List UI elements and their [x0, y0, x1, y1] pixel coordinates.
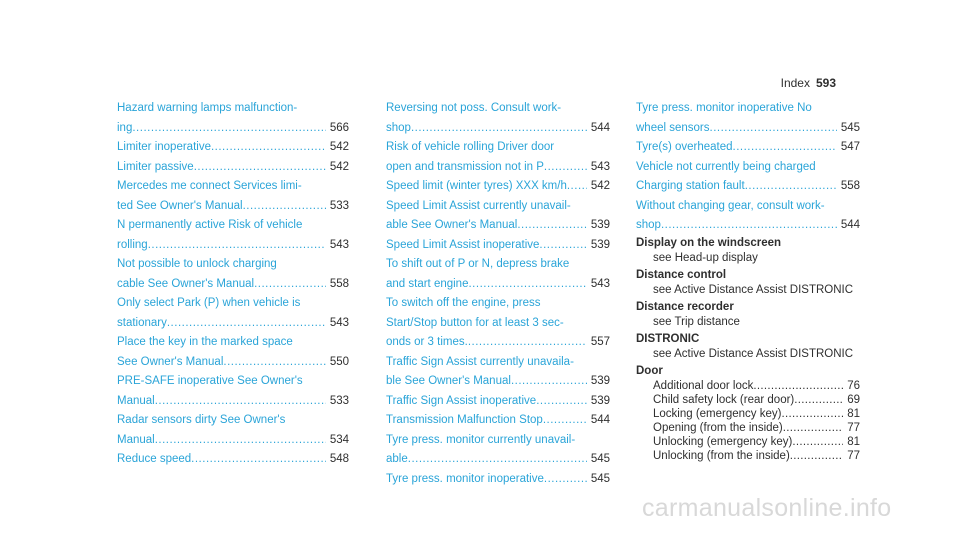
index-entry-line[interactable] — [386, 450, 610, 470]
index-entry-line[interactable] — [117, 177, 349, 197]
dot-leader — [223, 353, 325, 373]
entry-text: To switch off the engine, press — [386, 297, 541, 309]
entry-page-number[interactable]: 558 — [840, 180, 860, 192]
index-entry-line[interactable] — [386, 255, 610, 275]
entry-page-number[interactable]: 534 — [329, 433, 349, 446]
index-entry-line[interactable] — [636, 119, 860, 139]
entry-page-number[interactable]: 550 — [329, 355, 349, 368]
dot-leader — [167, 314, 326, 334]
entry-page-number[interactable]: 547 — [840, 141, 860, 153]
entry-text: Tyre(s) overheated — [636, 141, 733, 153]
entry-text: Reduce speed — [117, 453, 192, 465]
index-entry-line[interactable] — [636, 197, 860, 217]
entry-page-number[interactable]: 81 — [847, 435, 860, 448]
entry-text: Place the key in the marked space — [117, 336, 293, 348]
entry-page-number[interactable]: 558 — [329, 277, 349, 290]
entry-page-number[interactable]: 69 — [847, 393, 860, 406]
entry-page-number[interactable]: 81 — [847, 407, 860, 420]
entry-text: shop — [386, 121, 411, 134]
index-sub-entry[interactable] — [636, 449, 860, 463]
entry-page-number[interactable]: 544 — [590, 121, 610, 134]
entry-text: Child safety lock (rear door) — [653, 393, 795, 406]
dot-leader — [539, 236, 586, 256]
entry-page-number[interactable]: 533 — [329, 394, 349, 407]
entry-page-number[interactable]: 545 — [840, 121, 860, 134]
index-column-3 — [636, 99, 860, 463]
dot-leader — [194, 158, 326, 178]
entry-text: Manual — [117, 433, 155, 446]
index-entry-line[interactable] — [636, 177, 860, 197]
entry-text: See Owner's Manual — [117, 355, 224, 368]
index-entry-line[interactable] — [636, 99, 860, 119]
entry-text: To shift out of P or N, depress brake — [386, 258, 570, 270]
entry-text: Manual — [117, 394, 155, 407]
dot-leader — [408, 450, 587, 470]
index-heading[interactable]: DISTRONIC — [636, 332, 700, 345]
entry-text: shop — [636, 219, 661, 231]
dot-leader — [710, 119, 837, 139]
dot-leader — [191, 450, 326, 470]
index-sub-entry[interactable] — [636, 421, 860, 435]
index-see-reference[interactable]: see Active Distance Assist DISTRONIC — [653, 347, 854, 360]
page-header — [781, 76, 836, 90]
index-entry-line[interactable] — [636, 138, 860, 158]
entry-text: Speed Limit Assist inoperative — [386, 238, 540, 251]
entry-text: Traffic Sign Assist currently unavaila- — [386, 355, 574, 368]
page-number: 593 — [815, 76, 836, 90]
index-entry-line[interactable] — [117, 411, 349, 431]
entry-text: Unlocking (from the inside) — [653, 449, 790, 462]
entry-text: ing — [117, 121, 133, 134]
index-entry-line[interactable] — [386, 119, 610, 139]
entry-page-number[interactable]: 539 — [590, 375, 610, 387]
index-sub-entry[interactable] — [636, 435, 860, 449]
entry-page-number[interactable]: 533 — [329, 199, 349, 212]
entry-text: Tyre press. monitor inoperative — [386, 472, 544, 485]
dot-leader — [411, 119, 587, 139]
index-entry-line[interactable] — [117, 294, 349, 314]
dot-leader — [753, 379, 843, 393]
index-sub-entry[interactable] — [636, 393, 860, 407]
index-entry-line[interactable] — [117, 431, 349, 451]
index-entry-line[interactable] — [117, 333, 349, 353]
entry-text: Without changing gear, consult work- — [636, 199, 825, 212]
dot-leader — [781, 407, 843, 421]
dot-leader — [567, 177, 587, 197]
entry-page-number[interactable]: 539 — [590, 238, 610, 251]
dot-leader — [155, 431, 326, 451]
index-entry-line[interactable] — [117, 392, 349, 412]
index-entry-line[interactable] — [117, 197, 349, 217]
dot-leader — [468, 275, 586, 295]
entry-text: Locking (emergency key) — [653, 407, 782, 420]
entry-text: stationary — [117, 316, 167, 329]
index-entry-line[interactable] — [386, 431, 610, 451]
index-entry-line[interactable] — [636, 158, 860, 178]
index-see-reference[interactable]: see Head-up display — [653, 251, 758, 264]
index-sub-entry[interactable] — [636, 407, 860, 421]
index-heading[interactable]: Distance recorder — [636, 300, 734, 313]
index-entry-line[interactable] — [386, 411, 610, 431]
index-see-reference[interactable]: see Active Distance Assist DISTRONIC — [653, 283, 854, 296]
index-entry-line[interactable] — [117, 255, 349, 275]
entry-text: Radar sensors dirty See Owner's — [117, 414, 286, 426]
index-entry-line[interactable] — [386, 158, 610, 178]
entry-text: N permanently active Risk of vehicle — [117, 219, 303, 231]
entry-text: ble See Owner's Manual — [386, 375, 511, 387]
entry-page-number[interactable]: 566 — [329, 121, 349, 134]
entry-text: Speed Limit Assist currently unavail- — [386, 199, 571, 212]
entry-text: Vehicle not currently being charged — [636, 160, 816, 173]
index-entry-line[interactable] — [386, 392, 610, 412]
index-see-reference[interactable]: see Trip distance — [653, 315, 740, 328]
entry-page-number[interactable]: 539 — [590, 219, 610, 231]
entry-text: Additional door lock — [653, 379, 754, 392]
entry-text: Mercedes me connect Services limi- — [117, 180, 302, 192]
entry-text: rolling — [117, 238, 148, 251]
index-entry-line[interactable] — [386, 353, 610, 373]
dot-leader — [536, 392, 587, 412]
entry-text: Not possible to unlock charging — [117, 258, 277, 270]
entry-page-number[interactable]: 545 — [590, 472, 610, 485]
index-entry-line[interactable] — [117, 275, 349, 295]
dot-leader — [794, 393, 843, 407]
index-entry-line[interactable] — [386, 138, 610, 158]
dot-leader — [511, 372, 587, 392]
entry-page-number[interactable]: 557 — [590, 336, 610, 348]
dot-leader — [517, 216, 586, 236]
dot-leader — [243, 197, 326, 217]
entry-page-number[interactable]: 76 — [847, 379, 860, 392]
index-entry-line[interactable] — [386, 470, 610, 490]
index-entry-line[interactable] — [386, 372, 610, 392]
entry-text: Only select Park (P) when vehicle is — [117, 297, 301, 309]
entry-text: PRE-SAFE inoperative See Owner's — [117, 375, 303, 387]
dot-leader — [783, 421, 843, 435]
index-entry-line[interactable] — [117, 314, 349, 334]
index-entry-line[interactable] — [386, 275, 610, 295]
entry-text: Tyre press. monitor currently unavail- — [386, 433, 576, 446]
entry-page-number[interactable]: 543 — [590, 277, 610, 290]
dot-leader — [211, 138, 326, 158]
index-entry-line[interactable] — [386, 197, 610, 217]
index-heading[interactable]: Door — [636, 364, 663, 377]
entry-page-number[interactable]: 542 — [590, 180, 610, 192]
entry-page-number[interactable]: 545 — [590, 453, 610, 465]
index-entry-line[interactable] — [386, 333, 610, 353]
entry-text: Limiter inoperative — [117, 141, 211, 153]
entry-page-number[interactable]: 543 — [329, 238, 349, 251]
dot-leader — [148, 236, 326, 256]
index-entry-line[interactable] — [386, 99, 610, 119]
entry-page-number[interactable]: 539 — [590, 394, 610, 407]
dot-leader — [792, 435, 843, 449]
index-entry-line[interactable] — [386, 216, 610, 236]
index-entry-line[interactable] — [386, 294, 610, 314]
entry-text: Limiter passive — [117, 160, 194, 173]
index-entry-line[interactable] — [117, 158, 349, 178]
entry-page-number[interactable]: 548 — [329, 453, 349, 465]
index-heading[interactable]: Display on the windscreen — [636, 236, 782, 249]
entry-page-number[interactable]: 542 — [329, 141, 349, 153]
entry-page-number[interactable]: 542 — [329, 160, 349, 173]
index-entry-line[interactable] — [117, 353, 349, 373]
dot-leader — [132, 119, 325, 139]
entry-page-number[interactable]: 77 — [847, 449, 860, 462]
dot-leader — [745, 177, 837, 197]
index-entry-line[interactable] — [117, 450, 349, 470]
entry-text: and start engine — [386, 277, 469, 290]
entry-page-number[interactable]: 543 — [590, 160, 610, 173]
entry-text: Transmission Malfunction Stop — [386, 414, 543, 426]
entry-text: Reversing not poss. Consult work- — [386, 102, 562, 114]
dot-leader — [254, 275, 326, 295]
entry-text: Speed limit (winter tyres) XXX km/h — [386, 180, 567, 192]
index-entry-line[interactable] — [386, 177, 610, 197]
index-entry-line[interactable] — [386, 236, 610, 256]
index-sub-entry[interactable] — [636, 379, 860, 393]
index-entry-line[interactable] — [636, 216, 860, 236]
dot-leader — [543, 411, 587, 431]
dot-leader — [544, 470, 587, 490]
index-heading[interactable]: Distance control — [636, 268, 727, 281]
entry-text: able — [386, 453, 408, 465]
index-entry-line[interactable] — [117, 216, 349, 236]
index-entry-line[interactable] — [117, 119, 349, 139]
entry-text: Charging station fault — [636, 180, 745, 192]
entry-page-number[interactable]: 544 — [840, 219, 860, 231]
index-column-1 — [117, 99, 349, 470]
entry-page-number[interactable]: 543 — [329, 316, 349, 329]
index-entry-line[interactable] — [117, 236, 349, 256]
entry-text: Start/Stop button for at least 3 sec- — [386, 316, 564, 329]
index-column-2 — [386, 99, 610, 489]
dot-leader — [468, 333, 587, 353]
index-entry-line[interactable] — [117, 372, 349, 392]
entry-text: open and transmission not in P — [386, 160, 544, 173]
section-title: Index — [780, 76, 810, 90]
index-entry-line[interactable] — [117, 138, 349, 158]
dot-leader — [790, 449, 843, 463]
entry-text: cable See Owner's Manual — [117, 277, 255, 290]
entry-page-number[interactable]: 77 — [847, 421, 860, 434]
index-entry-line[interactable] — [386, 314, 610, 334]
watermark: carmanualsonline.info — [642, 494, 892, 522]
entry-text: Hazard warning lamps malfunction- — [117, 102, 298, 114]
dot-leader — [661, 216, 837, 236]
index-entry-line[interactable] — [117, 99, 349, 119]
dot-leader — [544, 158, 587, 178]
entry-text: wheel sensors — [636, 121, 710, 134]
entry-text: Unlocking (emergency key) — [653, 435, 793, 448]
entry-page-number[interactable]: 544 — [590, 414, 610, 426]
dot-leader — [733, 138, 837, 158]
entry-text: ted See Owner's Manual — [117, 199, 243, 212]
entry-text: onds or 3 times. — [386, 336, 468, 348]
entry-text: able See Owner's Manual — [386, 219, 518, 231]
dot-leader — [155, 392, 326, 412]
entry-text: Tyre press. monitor inoperative No — [636, 102, 812, 114]
entry-text: Risk of vehicle rolling Driver door — [386, 141, 555, 153]
entry-text: Opening (from the inside) — [653, 421, 783, 434]
entry-text: Traffic Sign Assist inoperative — [386, 394, 537, 407]
